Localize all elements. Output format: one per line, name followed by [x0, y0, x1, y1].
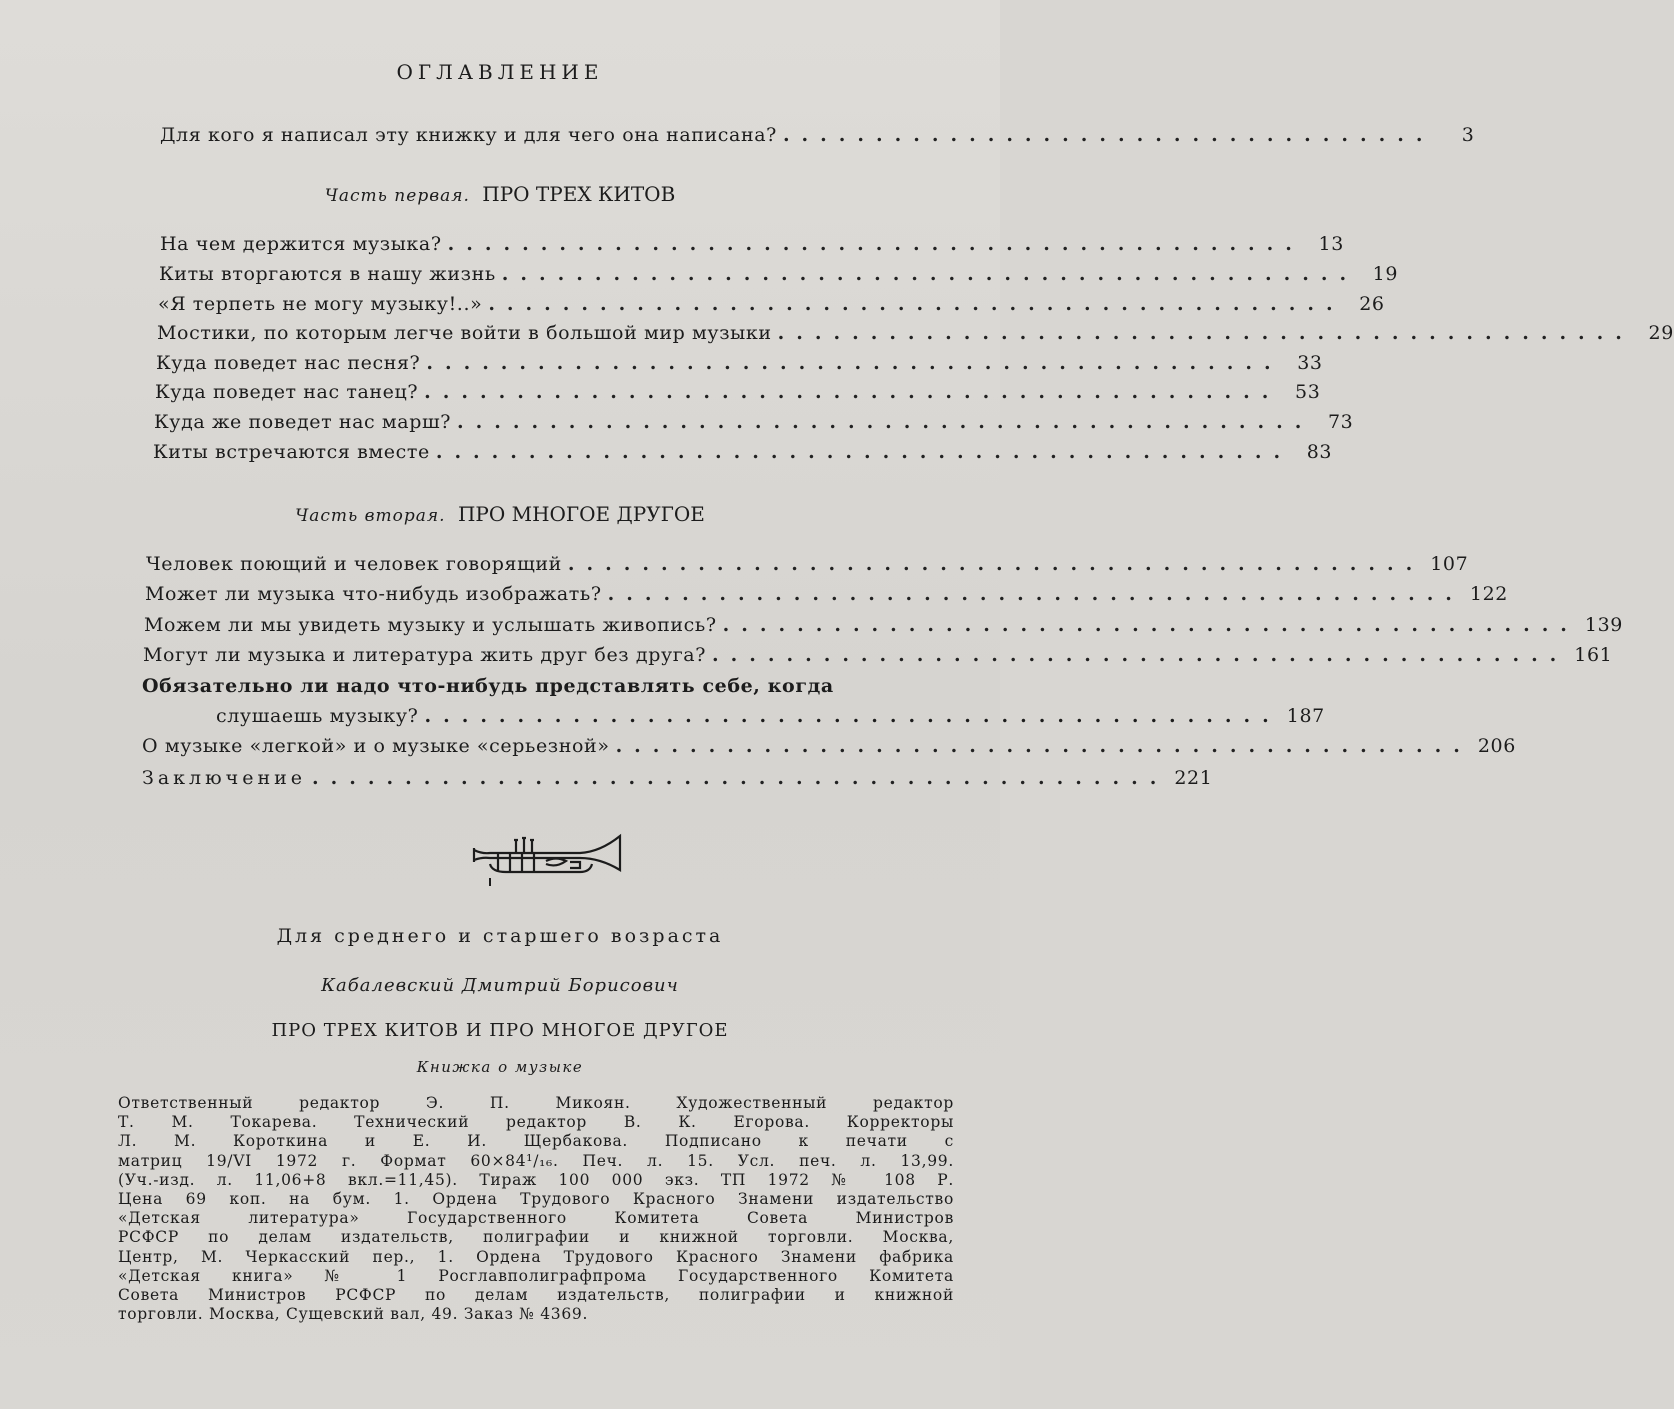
part-one-heading [0, 182, 1000, 206]
toc-entry-page: 122 [1469, 583, 1508, 605]
part-one-title: ПРО ТРЕХ КИТОВ [482, 182, 676, 206]
toc-entry-title: Куда поведет нас песня? [156, 352, 421, 374]
toc-entry[interactable] [156, 352, 1323, 374]
imprint-line: РСФСР по делам издательств, полиграфии и книжной торговли. Москва, [118, 1228, 954, 1247]
toc-entry[interactable] [157, 322, 1674, 344]
leader-dots: .............................................. [777, 322, 1634, 344]
toc-entry-page: 139 [1584, 614, 1623, 636]
toc-entry-continuation[interactable] [216, 705, 1325, 727]
toc-entry-title: Куда поведет нас танец? [155, 381, 419, 403]
toc-entry-title: Заключение [142, 767, 307, 789]
part-two-title: ПРО МНОГОЕ ДРУГОЕ [457, 502, 705, 526]
leader-dots: .............................................. [607, 583, 1464, 605]
leader-dots: .............................................. [615, 735, 1472, 757]
leader-dots: .............................................. [447, 233, 1304, 255]
toc-entry-title: Человек поющий и человек говорящий [146, 553, 562, 575]
part-two-lead: Часть вторая. [295, 506, 446, 526]
imprint-line: Цена 69 коп. на бум. 1. Ордена Трудового Красного Знамени издательство [118, 1190, 954, 1209]
toc-entry[interactable] [160, 233, 1344, 255]
toc-entry[interactable] [154, 411, 1354, 433]
toc-entry-page: 221 [1174, 767, 1213, 789]
toc-entry-page: 73 [1327, 411, 1354, 433]
toc-entry[interactable] [143, 644, 1613, 666]
part-one-lead: Часть первая. [324, 186, 470, 206]
toc-entry-title: Киты вторгаются в нашу жизнь [159, 263, 496, 285]
toc-heading: ОГЛАВЛЕНИЕ [396, 60, 604, 84]
toc-entry-page: 26 [1359, 293, 1385, 315]
leader-dots: .............................................. [424, 705, 1281, 727]
toc-entry[interactable] [142, 675, 902, 697]
imprint-line: «Детская литература» Государственного Комитета Совета Министров [118, 1209, 954, 1228]
toc-entry[interactable] [155, 381, 1321, 403]
imprint-line: торговли. Москва, Сущевский вал, 49. Заказ № 4369. [118, 1305, 589, 1324]
audience-note: Для среднего и старшего возраста [276, 925, 724, 947]
toc-entry-title: Для кого я написал эту книжку и для чего она написана? [160, 124, 777, 146]
leader-dots: .............................................. [424, 381, 1281, 403]
part-two-heading [0, 502, 1000, 526]
imprint-line: Совета Министров РСФСР по делам издательств, полиграфии и книжной [118, 1286, 954, 1305]
leader-dots: .............................................. [712, 644, 1569, 666]
toc-entry[interactable] [144, 614, 1623, 636]
imprint-line: «Детская книга» № 1 Росглавполиграфпрома Государственного Комитета [118, 1266, 954, 1285]
leader-dots: .............................................. [457, 411, 1314, 433]
toc-entry-title: На чем держится музыка? [160, 233, 442, 255]
leader-dots: ................................... [782, 124, 1435, 146]
imprint-line: Т. М. Токарева. Технический редактор В. К. Егорова. Корректоры [118, 1113, 954, 1132]
toc-entry[interactable] [146, 553, 1469, 575]
toc-entry-page: 19 [1372, 263, 1399, 285]
leader-dots: .............................................. [435, 441, 1293, 463]
toc-entry-intro[interactable] [160, 124, 1475, 146]
toc-entry-page: 3 [1461, 124, 1475, 146]
leader-dots: .............................................. [567, 553, 1425, 575]
toc-entry-page: 29 [1648, 322, 1674, 344]
toc-entry-title: О музыке «легкой» и о музыке «серьезной» [142, 735, 610, 757]
toc-entry-title-continuation: слушаешь музыку? [216, 705, 419, 727]
toc-entry-page: 33 [1297, 352, 1323, 374]
toc-entry[interactable] [142, 735, 1516, 757]
imprint-block [118, 1094, 954, 1324]
leader-dots: .............................................. [488, 293, 1345, 315]
leader-dots: .............................................. [722, 614, 1579, 636]
toc-entry-title: Киты встречаются вместе [153, 441, 430, 463]
toc-entry-page: 206 [1477, 735, 1516, 757]
toc-entry-title: Мостики, по которым легче войти в большой мир музыки [157, 322, 772, 344]
toc-entry-page: 161 [1574, 644, 1613, 666]
toc-entry-title: «Я терпеть не могу музыку!..» [158, 293, 483, 315]
leader-dots: .............................................. [501, 263, 1359, 285]
book-subtitle: Книжка о музыке [416, 1058, 584, 1076]
author-name: Кабалевский Дмитрий Борисович [321, 975, 679, 996]
toc-entry-title: Можем ли мы увидеть музыку и услышать живопись? [144, 614, 717, 636]
leader-dots: .............................................. [312, 767, 1169, 789]
imprint-line: Центр, М. Черкасский пер., 1. Ордена Трудового Красного Знамени фабрика [118, 1247, 954, 1266]
imprint-line: матриц 19/VI 1972 г. Формат 60×84¹/₁₆. Печ. л. 15. Усл. печ. л. 13,99. [118, 1151, 954, 1170]
toc-entry[interactable] [145, 583, 1508, 605]
leader-dots: .............................................. [426, 352, 1283, 374]
imprint-line: (Уч.-изд. л. 11,06+8 вкл.=11,45). Тираж 100 000 экз. ТП 1972 № 108 Р. [118, 1170, 954, 1189]
toc-entry-page: 83 [1306, 441, 1333, 463]
toc-entry-page: 187 [1286, 705, 1325, 727]
toc-entry[interactable] [153, 441, 1333, 463]
toc-entry-page: 13 [1318, 233, 1344, 255]
imprint-line: Ответственный редактор Э. П. Микоян. Художественный редактор [118, 1094, 954, 1112]
toc-entry[interactable] [159, 263, 1399, 285]
toc-entry-page: 53 [1295, 381, 1321, 403]
imprint-line: Л. М. Короткина и Е. И. Щербакова. Подписано к печати с [118, 1132, 954, 1151]
toc-entry-title: Куда же поведет нас марш? [154, 411, 452, 433]
toc-entry-title: Может ли музыка что-нибудь изображать? [145, 583, 602, 605]
trumpet-ornament-icon [470, 826, 630, 886]
toc-entry[interactable] [142, 767, 1213, 789]
toc-entry[interactable] [158, 293, 1385, 315]
toc-entry-page: 107 [1430, 553, 1469, 575]
toc-entry-title: Обязательно ли надо что-нибудь представлять себе, когда [142, 675, 834, 697]
book-title: ПРО ТРЕХ КИТОВ И ПРО МНОГОЕ ДРУГОЕ [271, 1020, 729, 1041]
toc-entry-title: Могут ли музыка и литература жить друг без друга? [143, 644, 707, 666]
